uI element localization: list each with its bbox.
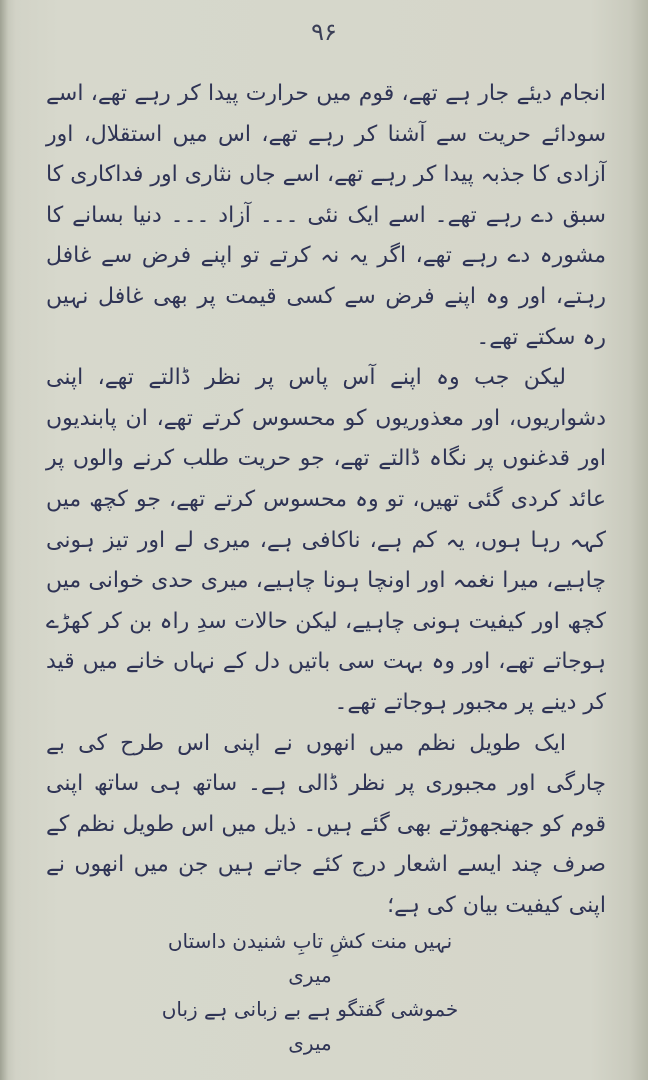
verse-couplet	[150, 924, 470, 1060]
verse-line-1: نہیں منت کشِ تابِ شنیدن داستاں میری	[167, 929, 453, 987]
paragraph-3: ایک طویل نظم میں انھوں نے اپنی اس طرح کی بے چارگی اور مجبوری پر نظر ڈالی ہے۔ ساتھ ہی ساتھ اپنی قوم کو جھنجھوڑتے بھی گئے ہیں۔ ذیل میں اس طویل نظم کے صرف چند ایسے اشعار درج کئے جاتے ہیں جن میں انھوں نے اپنی کیفیت بیان کی ہے؛	[46, 730, 606, 918]
body-text	[46, 74, 606, 926]
paragraph-1: انجام دیئے جار ہے تھے، قوم میں حرارت پیدا کر رہے تھے، اسے سودائے حریت سے آشنا کر رہے تھے، اس میں استقلال، اور آزادی کا جذبہ پیدا کر رہے تھے، اسے جاں نثاری اور فداکاری کا سبق دے رہے تھے۔ اسے ایک نئی ۔۔۔ آزاد ۔۔۔ دنیا بسانے کا مشورہ دے رہے تھے، اگر یہ نہ کرتے تو اپنے فرض سے غافل رہتے، اور وہ اپنے فرض سے کسی قیمت پر بھی غافل نہیں رہ سکتے تھے۔	[46, 81, 606, 350]
paragraph-2: لیکن جب وہ اپنے آس پاس پر نظر ڈالتے تھے، اپنی دشواریوں، اور معذوریوں کو محسوس کرتے تھے، ان پابندیوں اور قدغنوں پر نگاہ ڈالتے تھے، جو حریت طلب کرنے والوں پر عائد کردی گئی تھیں، تو وہ محسوس کرتے تھے، جو کچھ میں کہہ رہا ہوں، یہ کم ہے، ناکافی ہے، میری لے اور تیز ہونی چاہیے، میرا نغمہ اور اونچا ہونا چاہیے، میری حدی خوانی میں کچھ اور کیفیت ہونی چاہیے، لیکن حالات سدِ راہ بن کر کھڑے ہوجاتے تھے، اور وہ بہت سی باتیں دل کے نہاں خانے میں قید کر دینے پر مجبور ہوجاتے تھے۔	[46, 365, 606, 715]
page-binding-edge	[0, 0, 8, 1080]
page-number: ۹۶	[311, 18, 337, 46]
verse-line-2: خموشی گفتگو ہے بے زبانی ہے زباں میری	[161, 997, 459, 1055]
